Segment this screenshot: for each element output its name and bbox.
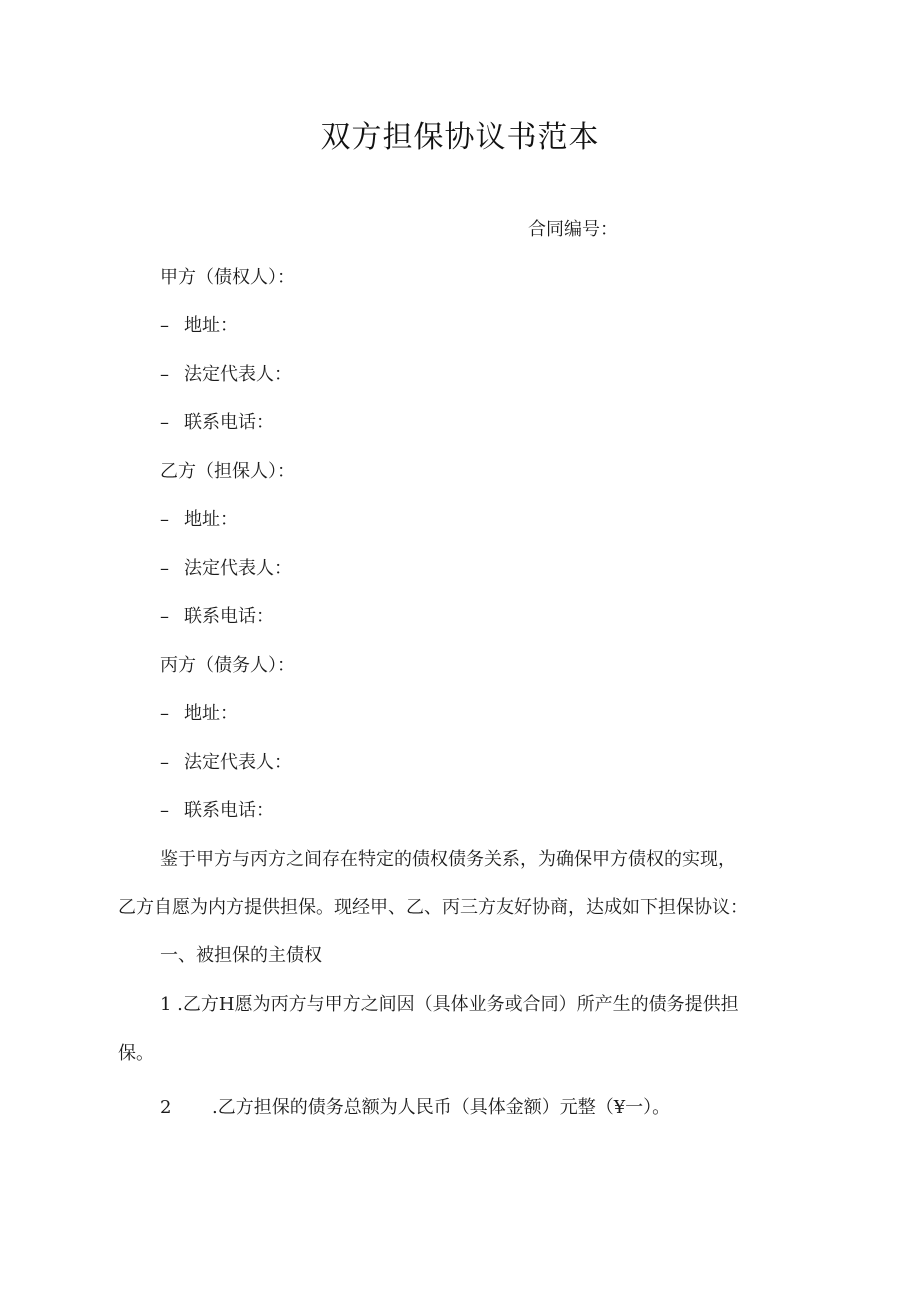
party-c-phone bbox=[160, 799, 274, 823]
party-b-legal-rep bbox=[160, 557, 292, 581]
dash: – bbox=[160, 752, 169, 773]
dash: – bbox=[160, 412, 169, 433]
dash: – bbox=[160, 606, 169, 627]
dash: – bbox=[160, 800, 169, 821]
clause-2 bbox=[160, 1096, 670, 1120]
party-b-phone bbox=[160, 605, 274, 629]
party-c-address bbox=[160, 702, 238, 726]
party-a-phone bbox=[160, 411, 274, 435]
clause-2-text: .乙方担保的债务总额为人民币（具体金额）元整（¥一）。 bbox=[212, 1097, 671, 1118]
document-title: 双方担保协议书范本 bbox=[320, 120, 600, 155]
party-b-address bbox=[160, 508, 238, 532]
party-c-heading: 丙方（债务人）： bbox=[160, 655, 295, 676]
party-b-legal-rep-label: 法定代表人： bbox=[184, 558, 292, 579]
dash: – bbox=[160, 703, 169, 724]
preamble-line-1: 鉴于甲方与丙方之间存在特定的债权债务关系，为确保甲方债权的实现， bbox=[160, 849, 736, 870]
contract-number-label: 合同编号： bbox=[528, 219, 618, 240]
clause-1-line-2: 保。 bbox=[118, 1043, 154, 1064]
preamble-line-2: 乙方自愿为内方提供担保。现经甲、乙、丙三方友好协商，达成如下担保协议： bbox=[118, 897, 748, 918]
dash: – bbox=[160, 558, 169, 579]
party-c-address-label: 地址： bbox=[184, 703, 238, 724]
party-c-legal-rep bbox=[160, 751, 292, 775]
party-a-address bbox=[160, 314, 238, 338]
dash: – bbox=[160, 509, 169, 530]
party-c-legal-rep-label: 法定代表人： bbox=[184, 752, 292, 773]
party-a-phone-label: 联系电话： bbox=[184, 412, 274, 433]
party-a-address-label: 地址： bbox=[184, 315, 238, 336]
party-a-legal-rep-label: 法定代表人： bbox=[184, 364, 292, 385]
party-b-phone-label: 联系电话： bbox=[184, 606, 274, 627]
clause-2-number: 2 bbox=[160, 1097, 172, 1118]
party-b-heading: 乙方（担保人）： bbox=[160, 461, 295, 482]
party-a-legal-rep bbox=[160, 363, 292, 387]
party-b-address-label: 地址： bbox=[184, 509, 238, 530]
dash: – bbox=[160, 364, 169, 385]
clause-1-line-1: 1 .乙方H愿为丙方与甲方之间因（具体业务或合同）所产生的债务提供担 bbox=[160, 994, 739, 1015]
dash: – bbox=[160, 315, 169, 336]
party-a-heading: 甲方（债权人）： bbox=[160, 267, 295, 288]
section-1-heading: 一、被担保的主债权 bbox=[160, 945, 322, 966]
party-c-phone-label: 联系电话： bbox=[184, 800, 274, 821]
